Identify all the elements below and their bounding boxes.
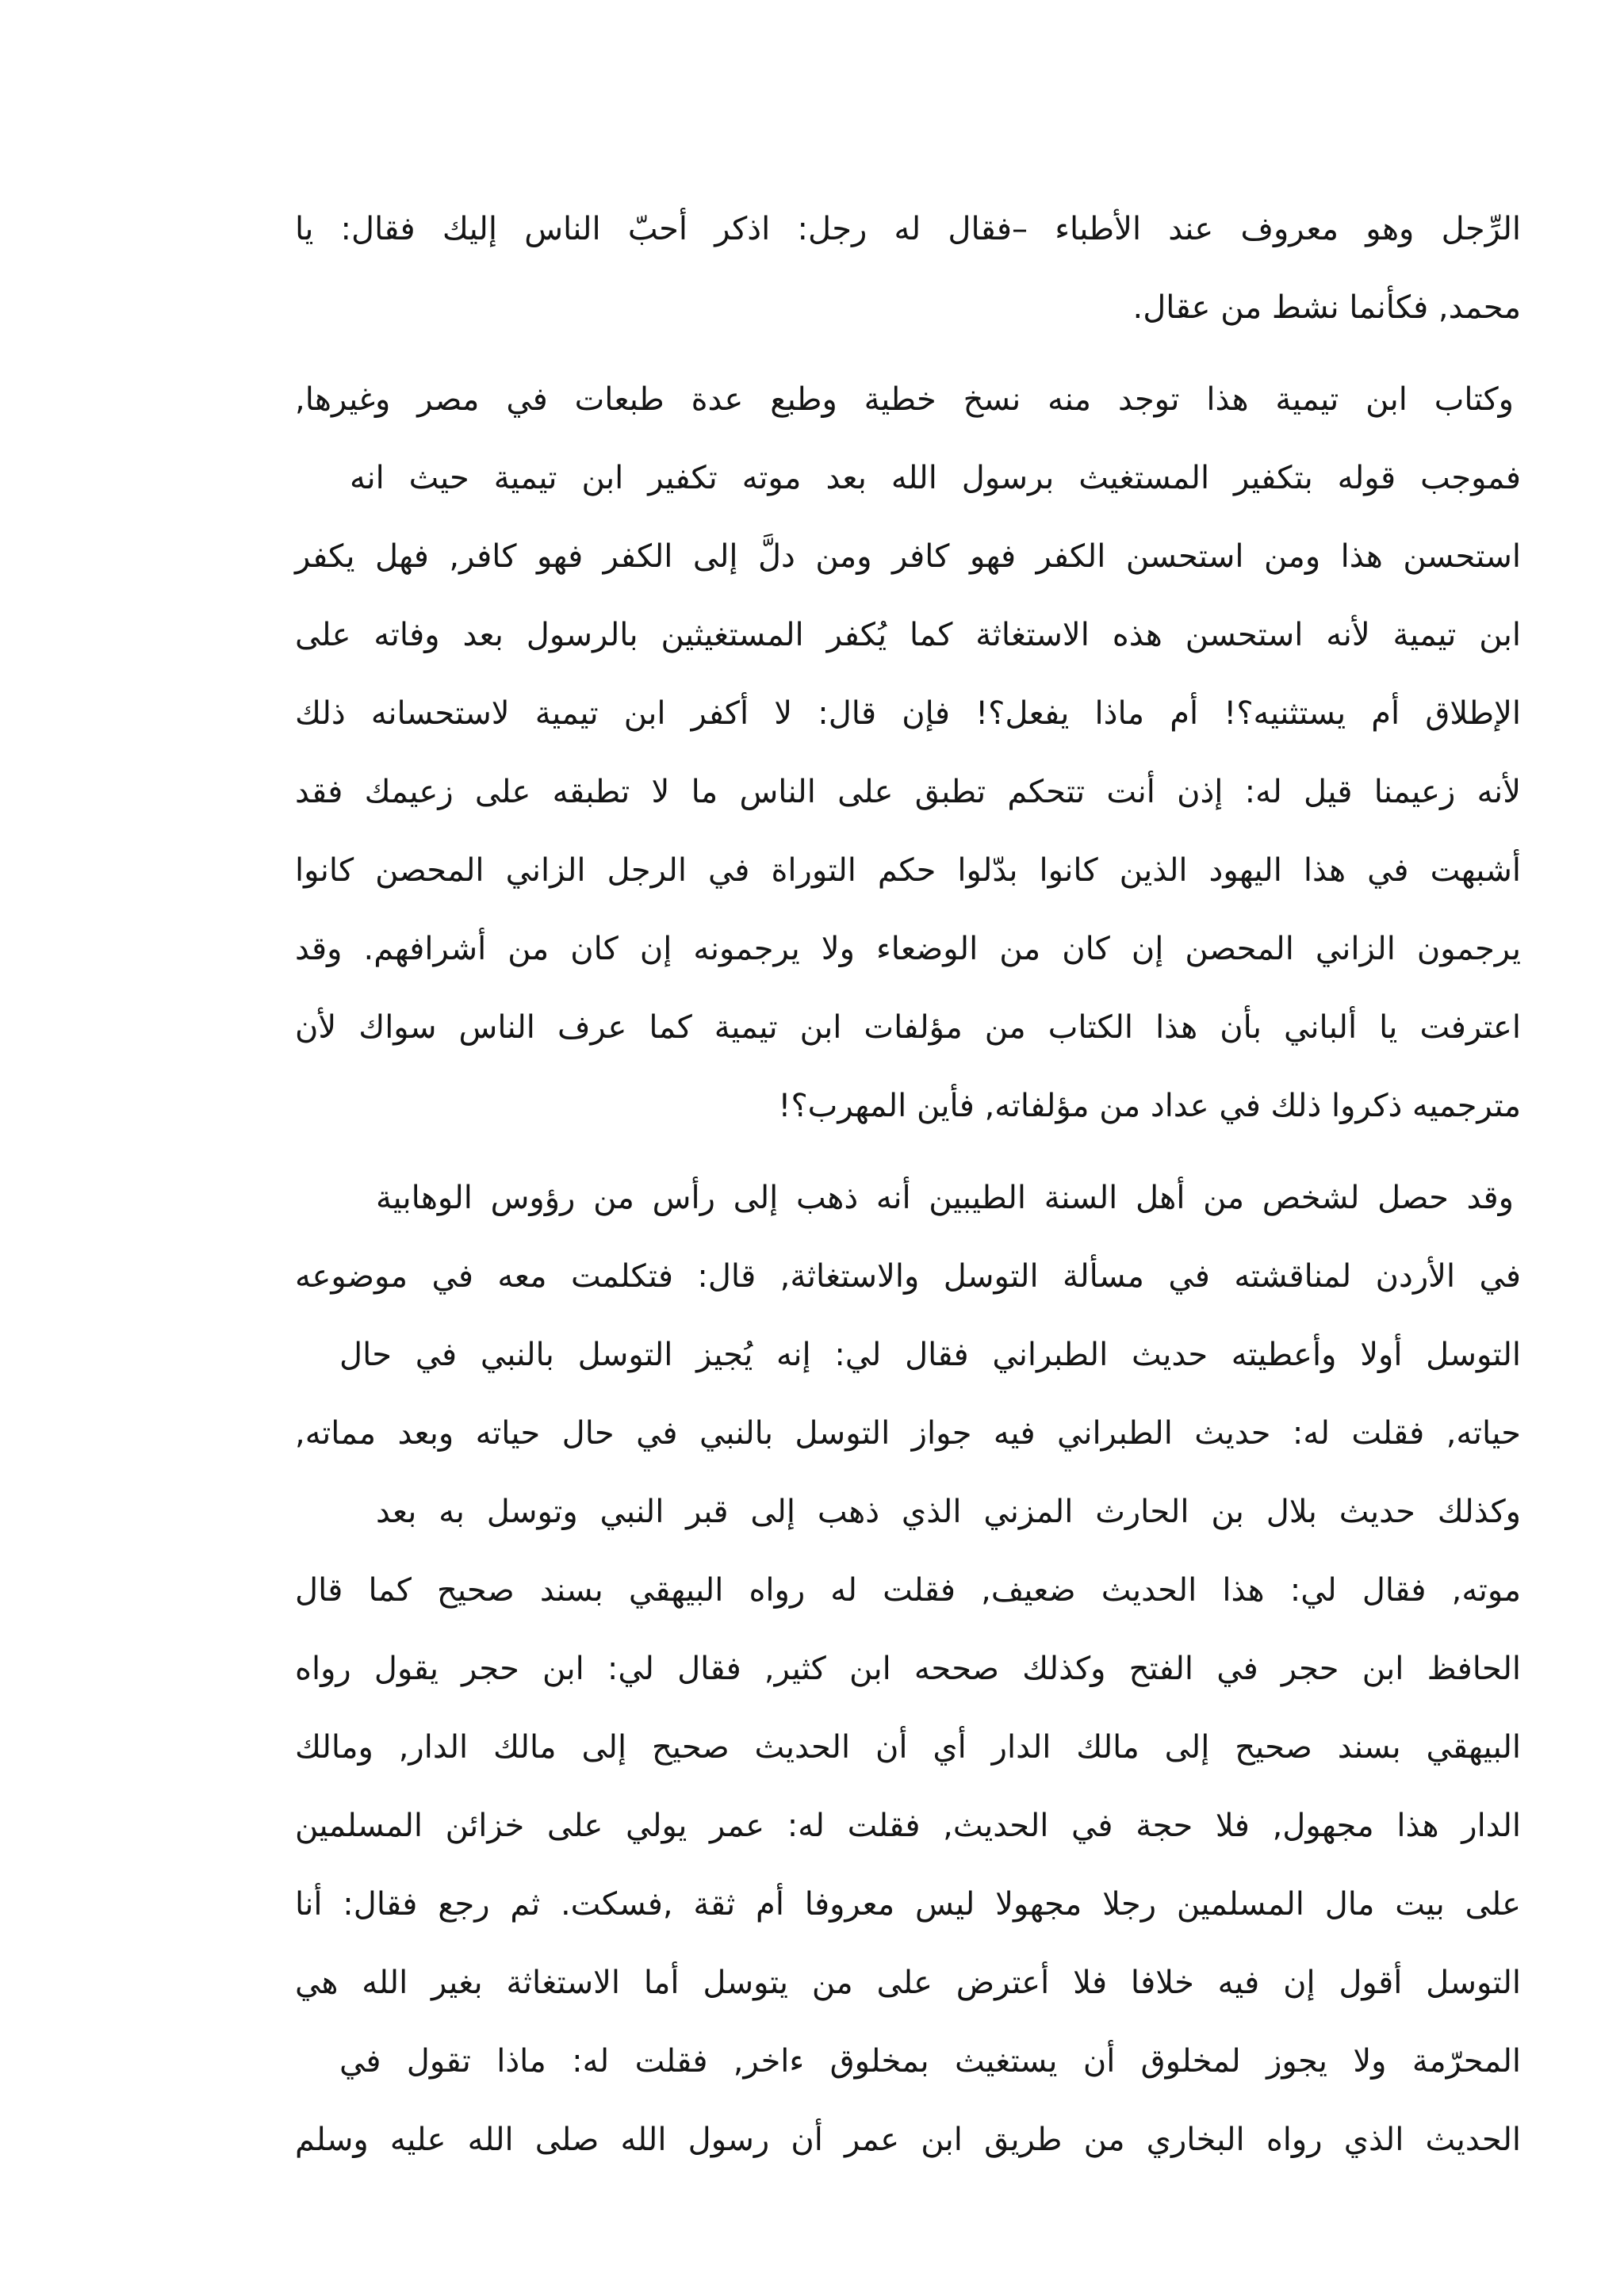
text-line: استحسن هذا ومن استحسن الكفر فهو كافر ومن دلَّ إلى الكفر فهو كافر, فهل يكفر: [295, 538, 1521, 575]
text-line: التوسل أولا وأعطيته حديث الطبراني فقال لي: إنه يُجيز التوسل بالنبي في حال: [339, 1337, 1521, 1373]
paragraph: [295, 190, 1521, 347]
text-line: البيهقي بسند صحيح إلى مالك الدار أي أن الحديث صحيح إلى مالك الدار, ومالك: [295, 1729, 1521, 1766]
text-line: حياته, فقلت له: حديث الطبراني فيه جواز التوسل بالنبي في حال حياته وبعد مماته,: [295, 1415, 1521, 1452]
paragraph: [295, 361, 1521, 1146]
text-line: الحافظ ابن حجر في الفتح وكذلك صححه ابن كثير, فقال لي: ابن حجر يقول رواه: [295, 1651, 1521, 1687]
text-line: لأنه زعيمنا قيل له: إذن أنت تتحكم تطبق على الناس ما لا تطبقه على زعيمك فقد: [295, 774, 1521, 810]
text-line: التوسل أقول إن فيه خلافا فلا أعترض على من يتوسل أما الاستغاثة بغير الله هي: [295, 1965, 1521, 2001]
text-line: الإطلاق أم يستثنيه؟! أم ماذا يفعل؟! فإن قال: لا أكفر ابن تيمية لاستحسانه ذلك: [295, 695, 1521, 732]
text-line: فموجب قوله بتكفير المستغيث برسول الله بعد موته تكفير ابن تيمية حيث انه: [350, 460, 1521, 496]
text-line: الرِّجل وهو معروف عند الأطباء –فقال له رجل: اذكر أحبّ الناس إليك فقال: يا: [295, 211, 1521, 247]
text-line: في الأردن لمناقشته في مسألة التوسل والاستغاثة, قال: فتكلمت معه في موضوعه: [295, 1258, 1521, 1295]
text-line: وكتاب ابن تيمية هذا توجد منه نسخ خطية وطبع عدة طبعات في مصر وغيرها,: [295, 381, 1514, 418]
document-page-body: [295, 190, 1521, 2179]
text-line: الدار هذا مجهول, فلا حجة في الحديث, فقلت له: عمر يولي على خزائن المسلمين: [295, 1808, 1521, 1844]
text-line: مترجميه ذكروا ذلك في عداد من مؤلفاته, فأين المهرب؟!: [778, 1088, 1521, 1124]
text-line: وكذلك حديث بلال بن الحارث المزني الذي ذهب إلى قبر النبي وتوسل به بعد: [376, 1494, 1521, 1530]
text-line: ابن تيمية لأنه استحسن هذه الاستغاثة كما يُكفر المستغيثين بالرسول بعد وفاته على: [295, 617, 1521, 653]
text-line: موته, فقال لي: هذا الحديث ضعيف, فقلت له رواه البيهقي بسند صحيح كما قال: [295, 1572, 1521, 1609]
paragraph: [295, 1159, 1521, 2179]
text-line: محمد, فكأنما نشط من عقال.: [1132, 289, 1521, 326]
text-line: المحرّمة ولا يجوز لمخلوق أن يستغيث بمخلوق ءاخر, فقلت له: ماذا تقول في: [339, 2043, 1521, 2080]
text-line: أشبهت في هذا اليهود الذين كانوا بدّلوا حكم التوراة في الرجل الزاني المحصن كانوا: [295, 852, 1521, 889]
text-line: يرجمون الزاني المحصن إن كان من الوضعاء ولا يرجمونه إن كان من أشرافهم. وقد: [295, 931, 1521, 967]
text-line: الحديث الذي رواه البخاري من طريق ابن عمر أن رسول الله صلى الله عليه وسلم: [295, 2122, 1521, 2158]
text-line: على بيت مال المسلمين رجلا مجهولا ليس معروفا أم ثقة ,فسكت. ثم رجع فقال: أنا: [295, 1886, 1521, 1923]
text-line: اعترفت يا ألباني بأن هذا الكتاب من مؤلفات ابن تيمية كما عرف الناس سواك لأن: [295, 1009, 1521, 1046]
text-line: وقد حصل لشخص من أهل السنة الطيبين أنه ذهب إلى رأس من رؤوس الوهابية: [376, 1180, 1514, 1216]
